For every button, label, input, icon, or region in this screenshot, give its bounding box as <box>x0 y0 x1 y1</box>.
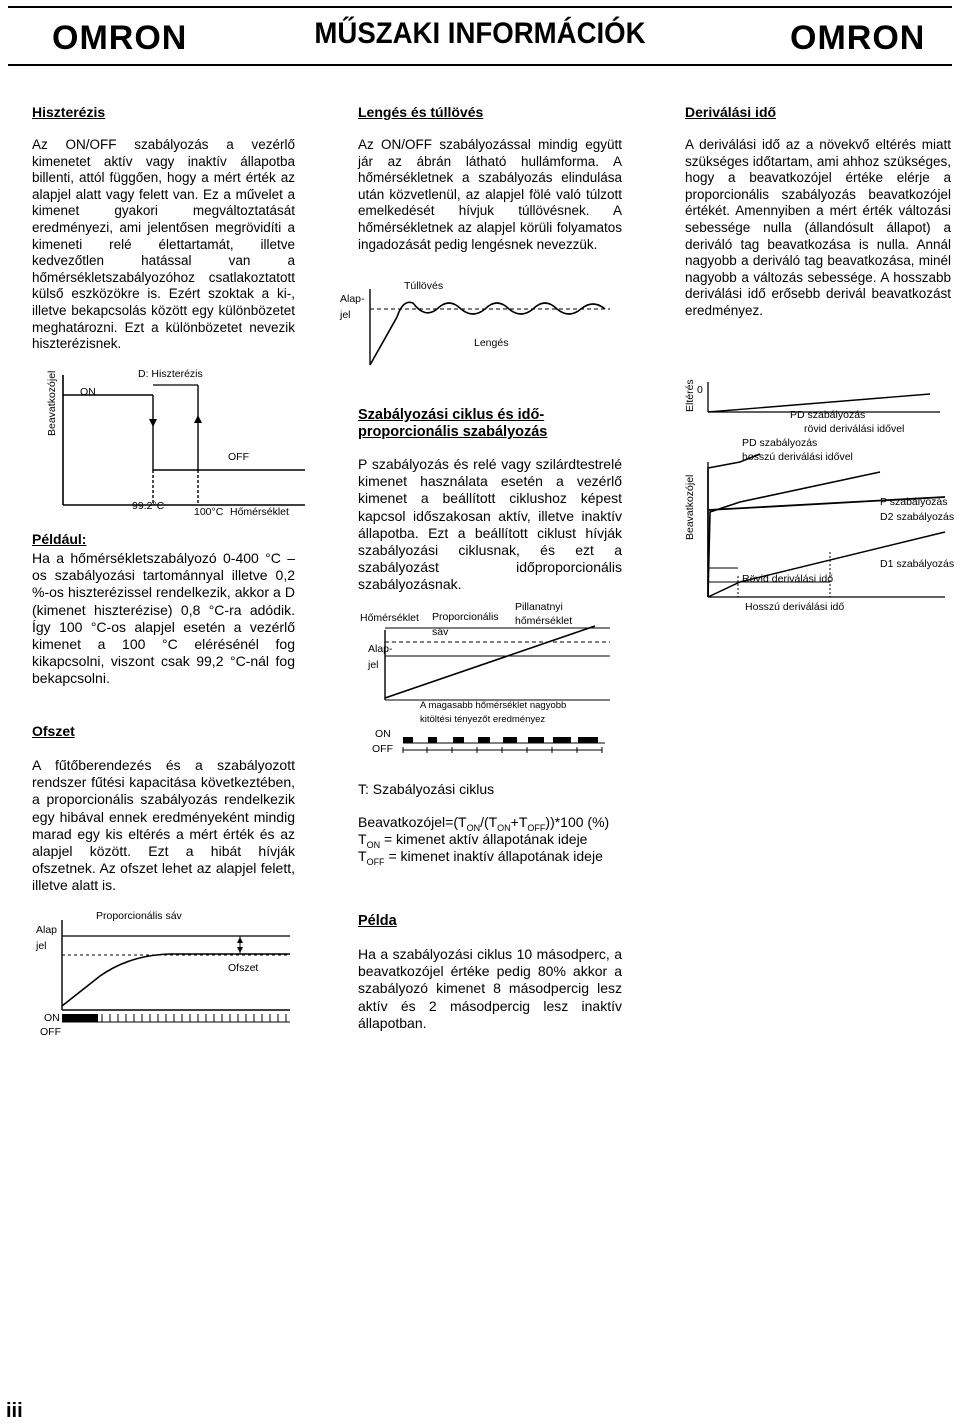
cycle-higher-2: kitöltési tényezőt eredményez <box>420 714 546 725</box>
derivative-pd-long-2: hosszú deriválási idővel <box>742 451 853 463</box>
page-number: iii <box>6 1400 23 1422</box>
derivative-heading: Deriválási idő <box>685 104 777 120</box>
header-rule-bottom <box>8 64 952 66</box>
cycle-off: OFF <box>372 743 393 755</box>
def-off-t: T <box>358 848 367 864</box>
formula-plus: +T <box>510 814 528 830</box>
derivative-d1: D1 szabályozás <box>880 558 955 570</box>
cycle-inst-1: Pillanatnyi <box>515 601 563 613</box>
cycle-text: P szabályozás és relé vagy szilárdtestrelé kimenet használata esetén a vezérlő kimenet a beállított ciklushoz képest kapcsol időszakosan aktív, illetve inaktív állapotba. Ezt a beállított ciklust hívják szabályozási ciklusnak, és ezt a szabályozást időproporcionális szabályozásnak. <box>358 456 622 593</box>
omron-logo-right: OMRON <box>790 19 926 57</box>
cycle-band-2: sáv <box>432 626 449 638</box>
derivative-short-time: Rövid deriválási idő <box>742 573 834 585</box>
offset-text: A fűtőberendezés és a szabályozott rendszer fűtési kapacitása következtében, a proporcionális szabályozás rendelkezik egy hibával ennek eredményeként mindig marad egy kis eltérés a mért érték és az alapjel között. Ezt a hibát hívják ofszetnek. Az ofszet lehet az alapjel felett, illetve alatt is. <box>32 757 295 894</box>
def-off-text: = kimenet inaktív állapotának ideje <box>384 848 603 864</box>
oscillation-jel: jel <box>340 309 351 321</box>
cycle-heading-1: Szabályozási ciklus és idő- <box>358 407 545 423</box>
example-text: Ha a hőmérsékletszabályozó 0-400 °C –os szabályozási tartománnyal illetve 0,2 %-os hiszterézissel rendelkezik, akkor a D (kimenet hiszterézise) 0,8 °C-ra adódik. Így 100 °C-os alapjel esetén a vezérlő kimenet a 100 °C elérésénél fog kikapcsolni, viszont csak 99,2 °C-nál fog bekapcsolni. <box>32 550 295 687</box>
hysteresis-heading: Hiszterézis <box>32 104 106 120</box>
page-title: MŰSZAKI INFORMÁCIÓK <box>314 17 646 50</box>
offset-off: OFF <box>40 1026 61 1038</box>
hysteresis-d-label: D: Hiszterézis <box>138 368 203 380</box>
offset-on: ON <box>44 1012 60 1024</box>
offset-heading: Ofszet <box>32 723 75 739</box>
offset-alap: Alap <box>36 924 58 936</box>
offset-jel: jel <box>36 940 47 952</box>
cycle-higher-1: A magasabb hőmérséklet nagyobb <box>420 700 567 711</box>
example-heading: Például: <box>32 531 87 547</box>
offset-band: Proporcionális sáv <box>96 910 182 922</box>
cycle-heading-2: proporcionális szabályozás <box>358 424 548 440</box>
derivative-ylabel: Beavatkozójel <box>684 474 696 540</box>
example2-text: Ha a szabályozási ciklus 10 másodperc, a beavatkozójel értéke pedig 80% akkor a szabályozó kimenet 8 másodpercig lesz aktív és 2 másodpercig lesz inaktív állapotban. <box>358 946 622 1031</box>
hysteresis-t1: 99.2°C <box>132 500 165 512</box>
derivative-deviation-label: Eltérés <box>684 379 696 412</box>
formula-on-sub-2: ON <box>497 822 511 833</box>
derivative-pd-long-1: PD szabályozás <box>742 437 818 449</box>
formula-mid: /(T <box>480 814 498 830</box>
formula-on-sub: ON <box>466 822 481 833</box>
offset-chart <box>40 910 300 1040</box>
oscillation-hunting: Lengés <box>474 337 509 349</box>
def-on-t: T <box>358 831 367 847</box>
cycle-jel: jel <box>368 659 379 671</box>
oscillation-chart <box>365 285 615 365</box>
cycle-inst-2: hőmérséklet <box>515 615 573 627</box>
hysteresis-t2: 100°C <box>194 506 224 518</box>
derivative-p: P szabályozás <box>880 496 948 508</box>
oscillation-text: Az ON/OFF szabályozással mindig együtt jár az ábrán látható hullámforma. A hőmérsékletnek a szabályozás elindulása után közvetlenül, az alapjel fölé való túlzott emelkedését hívjuk túllövésnek. A hőmérsékletnek az alapjel körüli folyamatos ingadozását pedig lengésnek nevezzük. <box>358 137 622 252</box>
cycle-band-1: Proporcionális <box>432 611 499 623</box>
cycle-temp: Hőmérséklet <box>360 612 419 624</box>
formula-off-sub: OFF <box>527 822 546 833</box>
header-rule-top <box>8 6 952 8</box>
derivative-pd-short-2: rövid deriválási idővel <box>804 423 905 435</box>
hysteresis-xlabel: Hőmérséklet <box>230 506 289 518</box>
oscillation-overshoot: Túllövés <box>404 280 444 292</box>
example2-heading: Példa <box>358 913 397 929</box>
formula-end: ))*100 (%) <box>545 814 610 830</box>
offset-label: Ofszet <box>228 962 259 974</box>
hysteresis-on-label: ON <box>80 386 96 398</box>
cycle-on: ON <box>375 728 391 740</box>
cycle-t-caption: T: Szabályozási ciklus <box>358 781 495 797</box>
derivative-long-time: Hosszú deriválási idő <box>745 601 845 613</box>
derivative-pd-short-1: PD szabályozás <box>790 409 866 421</box>
omron-logo-left: OMRON <box>52 19 188 57</box>
def-off <box>358 848 603 871</box>
formula-main: Beavatkozójel=(T <box>358 814 467 830</box>
oscillation-heading: Lengés és túllövés <box>358 104 484 120</box>
derivative-d2: D2 szabályozás <box>880 511 955 523</box>
def-on-sub: ON <box>366 839 381 850</box>
hysteresis-off-label: OFF <box>228 451 249 463</box>
def-off-sub: OFF <box>366 856 385 867</box>
hysteresis-ylabel: Beavatkozójel <box>46 370 58 436</box>
hysteresis-text: Az ON/OFF szabályozás a vezérlő kimenetet aktív vagy inaktív állapotba billenti, attól függően, hogy a mért érték az alapjel alatt vagy felett van. Ez a művelet a kimenet gyakori megváltoztatását eredményezi, ami jelentősen megrövidíti a kimeneti relé élettartamát, illetve kedvezőtlen hatással van a hőmérsékletszabályozóhoz csatlakoztatott külső eszközökre is. Ezért szoktak a ki-, illetve bekapcsolás között egy különbözetet meghatározni. Ezt a különbözetet nevezik hiszterézisnek. <box>32 137 295 352</box>
def-on-text: = kimenet aktív állapotának ideje <box>380 831 588 847</box>
derivative-zero: 0 <box>697 384 703 396</box>
oscillation-alap: Alap- <box>340 293 365 305</box>
derivative-text: A deriválási idő az a növekvő eltérés miatt szükséges időtartam, ami ahhoz szükséges, hogy a beavatkozójel értéke elérje a proporcionális szabályozás beavatkozójel értékét. Amennyiben a mért érték változási sebessége nulla (állandósult állapot) a deriváló tag beavatkozása is nulla. Annál nagyobb a deriváló tag beavatkozása, minél nagyobb a változás sebessége. A hosszabb deriválási idő erősebb derivál beavatkozást eredményez. <box>685 137 951 318</box>
cycle-alap: Alap- <box>368 643 393 655</box>
